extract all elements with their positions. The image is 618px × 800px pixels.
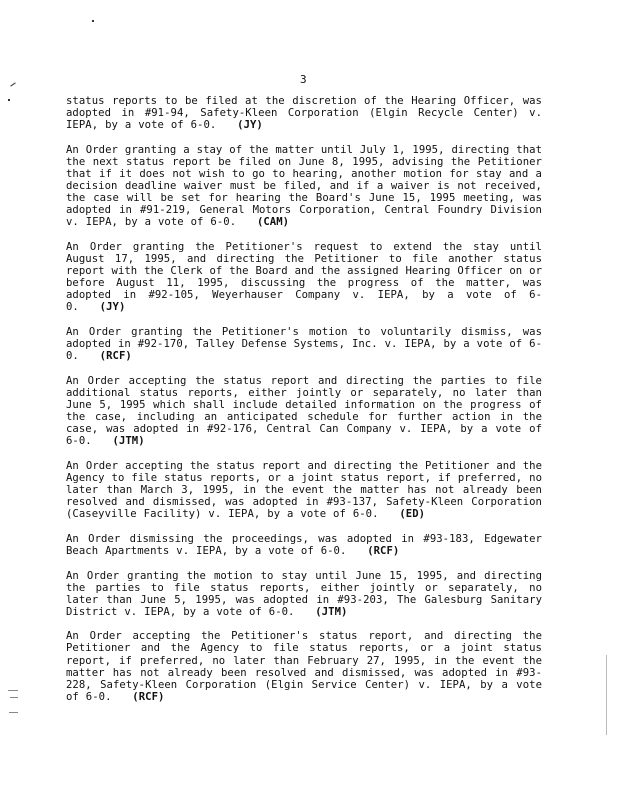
paragraph: [66, 375, 542, 448]
paragraph-text: An Order granting the Petitioner's request to extend the stay until August 17, 1995, and directing the Petitioner to file another status report with the Clerk of the Board and the assigned Hearing Officer on or before August 11, 1995, discussing the progress of the matter, was adopted in #92-105, Weyerhauser Company v. IEPA, by a vote of 6-0.: [66, 240, 542, 314]
paragraph-text: An Order granting the motion to stay until June 15, 1995, and directing the parties to file status reports, either jointly or separately, no later than June 5, 1995, was adopted in #93-203, The Galesburg Sanitary District v. IEPA, by a vote of 6-0.: [66, 569, 542, 618]
scan-speck: [10, 697, 18, 698]
paragraph-text: status reports to be filed at the discretion of the Hearing Officer, was adopted in #91-94, Safety-Kleen Corporation (Elgin Recycle Center) v. IEPA, by a vote of 6-0.: [66, 95, 542, 132]
scan-speck: [606, 655, 607, 735]
paragraph-text: An Order accepting the status report and directing the parties to file additional status reports, either jointly or separately, no later than June 5, 1995 which shall include detailed information on the progress of the case, including an anticipated schedule for further action in the case, was adopted in #92-176, Central Can Company v. IEPA, by a vote of 6-0.: [66, 374, 542, 448]
scan-speck: [10, 82, 15, 86]
paragraph: [66, 95, 542, 131]
page-number: 3: [300, 73, 307, 86]
paragraph: [66, 570, 542, 618]
paragraph-initials: (RCF): [367, 544, 400, 557]
paragraph-text: An Order dismissing the proceedings, was adopted in #93-183, Edgewater Beach Apartments v. IEPA, by a vote of 6-0.: [66, 532, 542, 557]
paragraph: [66, 460, 542, 520]
body-text: [66, 95, 542, 715]
scan-speck: [8, 690, 18, 691]
paragraph-text: An Order granting the Petitioner's motion to voluntarily dismiss, was adopted in #92-170, Talley Defense Systems, Inc. v. IEPA, by a vote of 6-0.: [66, 326, 542, 363]
paragraph: [66, 533, 542, 557]
paragraph: [66, 326, 542, 362]
paragraph: [66, 241, 542, 314]
scan-speck: [9, 712, 18, 713]
paragraph-initials: (JTM): [315, 605, 348, 618]
paragraph-initials: (JTM): [112, 435, 145, 448]
paragraph-initials: (RCF): [99, 350, 132, 363]
paragraph: [66, 630, 542, 703]
paragraph: [66, 144, 542, 229]
paragraph-initials: (JY): [99, 301, 126, 314]
paragraph-initials: (JY): [237, 119, 263, 132]
paragraph-initials: (CAM): [256, 216, 290, 229]
paragraph-text: An Order granting a stay of the matter until July 1, 1995, directing that the next status report be filed on June 8, 1995, advising the Petitioner that if it does not wish to go to hearing, another motion for stay and a decision deadline waiver must be filed, and if a waiver is not received, the case will be set for hearing the Board's June 15, 1995 meeting, was adopted in #91-219, General Motors Corporation, Central Foundry Division v. IEPA, by a vote of 6-0.: [66, 143, 542, 229]
scan-speck: [92, 20, 94, 22]
scan-speck: [8, 99, 10, 101]
paragraph-text: An Order accepting the Petitioner's status report, and directing the Petitioner and the Agency to file status reports, or a joint status report, if preferred, no later than February 27, 1995, in the event the matter has not already been resolved and dismissed, was adopted in #93-228, Safety-Kleen Corporation (Elgin Service Center) v. IEPA, by a vote of 6-0.: [66, 630, 542, 703]
paragraph-text: An Order accepting the status report and directing the Petitioner and the Agency to file status reports, or a joint status report, if preferred, no later than March 3, 1995, in the event the matter has not already been resolved and dismissed, was adopted in #93-137, Safety-Kleen Corporation (Caseyville Facility) v. IEPA, by a vote of 6-0.: [66, 459, 542, 521]
paragraph-initials: (ED): [399, 508, 426, 521]
paragraph-initials: (RCF): [132, 690, 165, 703]
